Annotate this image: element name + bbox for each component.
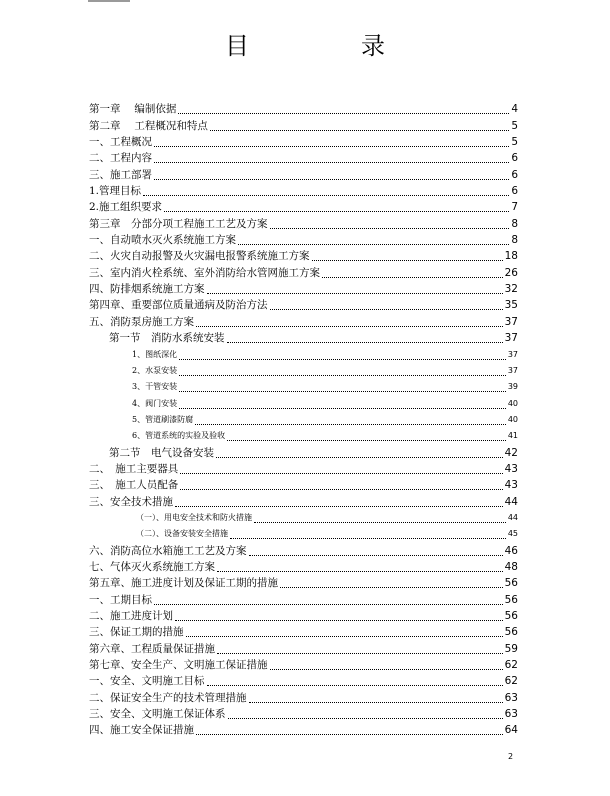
toc-entry-page: 37 <box>504 315 518 328</box>
page-number: 2 <box>508 752 514 761</box>
toc-entry[interactable] <box>89 165 518 181</box>
toc-leader-dots <box>322 277 503 278</box>
toc-leader-dots <box>196 326 503 327</box>
toc-leader-dots <box>228 718 503 719</box>
toc-entry-label: 七、气体灭火系统施工方案 <box>89 560 215 573</box>
toc-entry[interactable] <box>89 133 518 149</box>
toc-entry-label: 三、安全技术措施 <box>89 495 173 508</box>
toc-leader-dots <box>249 555 503 556</box>
toc-entry-page: 43 <box>504 462 518 475</box>
toc-entry-page: 43 <box>504 479 518 492</box>
toc-entry[interactable] <box>89 280 518 296</box>
toc-entry-label: 2、水泵安装 <box>132 365 178 375</box>
toc-entry-label: 第一章 编制依据 <box>89 103 177 116</box>
toc-entry[interactable] <box>89 492 518 508</box>
toc-entry-page: 56 <box>504 610 518 622</box>
toc-entry[interactable] <box>89 607 518 623</box>
toc-entry-label: 第四章、重要部位质量通病及防治方法 <box>89 299 268 312</box>
toc-entry[interactable] <box>89 329 518 345</box>
page-title: 目 录 <box>225 32 429 60</box>
toc-leader-dots <box>270 309 503 310</box>
toc-entry-label: 六、消防高位水箱施工工艺及方案 <box>89 544 247 557</box>
toc-entry-page: 7 <box>511 201 518 214</box>
toc-entry-label: 第三章 分部分项工程施工工艺及方案 <box>89 217 268 230</box>
toc-entry-label: 第五章、施工进度计划及保证工期的措施 <box>89 577 278 590</box>
toc-entry-label: 第一节 消防水系统安装 <box>109 332 225 345</box>
toc-leader-dots <box>217 653 503 654</box>
toc-entry-label: 三、施工部署 <box>89 168 152 181</box>
toc-entry-page: 6 <box>511 185 518 198</box>
toc-entry-label: 一、安全、文明施工目标 <box>89 675 205 688</box>
toc-leader-dots <box>207 293 503 294</box>
toc-entry-page: 6 <box>511 168 518 181</box>
toc-entry[interactable] <box>89 116 518 132</box>
toc-entry-label: 1、图纸深化 <box>132 349 178 359</box>
toc-entry[interactable] <box>89 705 518 721</box>
toc-leader-dots <box>227 342 503 343</box>
toc-entry[interactable] <box>89 362 518 378</box>
toc-entry-label: 三、 施工人员配备 <box>89 479 179 492</box>
toc-entry[interactable] <box>89 541 518 557</box>
toc-entry[interactable] <box>89 688 518 704</box>
toc-entry-label: 一、工期目标 <box>89 593 152 606</box>
toc-entry-page: 40 <box>507 414 518 424</box>
toc-entry[interactable] <box>89 247 518 263</box>
toc-leader-dots <box>270 669 503 670</box>
toc-entry-page: 37 <box>504 332 518 345</box>
toc-leader-dots <box>154 179 509 180</box>
toc-leader-dots <box>154 604 503 605</box>
toc-entry[interactable] <box>89 100 518 116</box>
toc-entry[interactable] <box>89 378 518 394</box>
toc-entry-page: 35 <box>504 299 518 312</box>
toc-entry-label: 3、干管安装 <box>132 382 178 392</box>
toc-entry[interactable] <box>89 460 518 476</box>
toc-entry-page: 63 <box>504 708 518 721</box>
toc-entry-page: 45 <box>507 529 518 539</box>
toc-entry-label: 1.管理目标 <box>89 185 142 198</box>
toc-leader-dots <box>207 685 503 686</box>
toc-entry-label: 2.施工组织要求 <box>89 201 163 214</box>
toc-leader-dots <box>180 489 502 490</box>
toc-entry-label: 5、管道刷漆防腐 <box>132 414 194 424</box>
toc-entry-label: 6、管道系统的实验及验收 <box>132 431 226 441</box>
toc-entry-page: 42 <box>504 446 518 459</box>
toc-entry-page: 8 <box>511 217 518 230</box>
toc-entry-label: 第二章 工程概况和特点 <box>89 119 208 132</box>
toc-entry-page: 8 <box>511 234 518 247</box>
toc-entry-label: （二）、设备安装安全措施 <box>136 529 228 539</box>
toc-entry-label: 二、施工进度计划 <box>89 610 173 622</box>
toc-entry-page: 46 <box>504 544 518 557</box>
toc-leader-dots <box>216 457 503 458</box>
toc-entry[interactable] <box>89 672 518 688</box>
toc-entry-page: 44 <box>507 512 518 522</box>
toc-entry-page: 59 <box>504 642 518 655</box>
toc-entry-page: 62 <box>504 659 518 672</box>
header-rule <box>88 0 130 2</box>
toc-entry-label: 三、保证工期的措施 <box>89 626 184 639</box>
toc-entry-label: 二、 施工主要器具 <box>89 462 179 475</box>
toc-entry-label: 第六章、工程质量保证措施 <box>89 642 215 655</box>
toc-entry-page: 32 <box>504 283 518 296</box>
toc-entry-page: 5 <box>511 119 518 132</box>
toc-leader-dots <box>179 375 506 376</box>
toc-entry-label: 三、安全、文明施工保证体系 <box>89 708 226 721</box>
toc-leader-dots <box>270 228 510 229</box>
toc-entry-page: 4 <box>511 103 518 116</box>
toc-entry[interactable] <box>89 639 518 655</box>
toc-entry-page: 6 <box>511 152 518 165</box>
toc-entry[interactable] <box>89 149 518 165</box>
toc-entry-label: 第七章、安全生产、文明施工保证措施 <box>89 659 268 672</box>
toc-entry-page: 39 <box>507 382 518 392</box>
toc-leader-dots <box>210 130 509 131</box>
toc-entry[interactable] <box>89 558 518 574</box>
toc-entry-page: 41 <box>507 431 518 441</box>
toc-leader-dots <box>249 702 503 703</box>
toc-entry-label: 四、施工安全保证措施 <box>89 724 194 737</box>
toc-entry-page: 37 <box>507 349 518 359</box>
toc-entry-page: 56 <box>504 626 518 639</box>
toc-leader-dots <box>217 571 503 572</box>
toc-leader-dots <box>178 113 509 114</box>
toc-entry[interactable] <box>89 509 518 525</box>
toc-leader-dots <box>227 440 506 441</box>
toc-entry[interactable] <box>89 394 518 410</box>
toc-entry[interactable] <box>89 198 518 214</box>
toc-entry-label: （一）、用电安全技术和防火措施 <box>136 512 252 522</box>
toc-entry[interactable] <box>89 231 518 247</box>
toc-leader-dots <box>175 620 503 621</box>
toc-leader-dots <box>179 408 506 409</box>
toc-entry[interactable] <box>89 443 518 459</box>
toc-entry-page: 40 <box>507 398 518 408</box>
toc-entry[interactable] <box>89 427 518 443</box>
toc-leader-dots <box>230 538 506 539</box>
toc-entry-label: 四、防排烟系统施工方案 <box>89 283 205 296</box>
toc-leader-dots <box>238 244 509 245</box>
toc-entry-page: 64 <box>504 724 518 737</box>
toc-leader-dots <box>280 587 503 588</box>
toc-entry[interactable] <box>89 656 518 672</box>
toc-leader-dots <box>143 195 509 196</box>
toc-leader-dots <box>254 522 506 523</box>
toc-entry-page: 5 <box>511 136 518 149</box>
toc-leader-dots <box>180 473 502 474</box>
toc-entry-label: 二、工程内容 <box>89 152 152 165</box>
toc-entry[interactable] <box>89 345 518 361</box>
toc-entry[interactable] <box>89 476 518 492</box>
toc-entry-page: 62 <box>504 675 518 688</box>
toc-leader-dots <box>196 734 503 735</box>
toc-entry-label: 一、自动喷水灭火系统施工方案 <box>89 234 236 247</box>
toc-entry-page: 56 <box>504 593 518 606</box>
toc-entry[interactable] <box>89 296 518 312</box>
toc-entry[interactable] <box>89 263 518 279</box>
toc-leader-dots <box>175 506 503 507</box>
toc-entry-label: 二、火灾自动报警及火灾漏电报警系统施工方案 <box>89 250 310 263</box>
toc-entry[interactable] <box>89 214 518 230</box>
toc-entry-page: 37 <box>507 365 518 375</box>
table-of-contents <box>89 100 518 737</box>
toc-entry-label: 三、室内消火栓系统、室外消防给水管网施工方案 <box>89 266 320 279</box>
toc-entry[interactable] <box>89 312 518 328</box>
toc-leader-dots <box>154 146 509 147</box>
toc-entry-page: 18 <box>504 250 518 263</box>
toc-leader-dots <box>186 636 503 637</box>
toc-entry-page: 63 <box>504 691 518 704</box>
toc-entry-page: 26 <box>504 266 518 279</box>
toc-leader-dots <box>179 391 506 392</box>
toc-entry[interactable] <box>89 411 518 427</box>
toc-entry-page: 44 <box>504 495 518 508</box>
toc-entry[interactable] <box>89 590 518 606</box>
toc-entry-label: 二、保证安全生产的技术管理措施 <box>89 691 247 704</box>
toc-entry-label: 第二节 电气设备安装 <box>109 446 214 459</box>
toc-entry-label: 一、工程概况 <box>89 136 152 149</box>
toc-entry-label: 五、消防泵房施工方案 <box>89 315 194 328</box>
toc-entry-page: 56 <box>504 577 518 590</box>
toc-entry-label: 4、阀门安装 <box>132 398 178 408</box>
toc-leader-dots <box>312 260 503 261</box>
toc-entry[interactable] <box>89 623 518 639</box>
toc-leader-dots <box>154 162 509 163</box>
toc-entry[interactable] <box>89 525 518 541</box>
toc-entry[interactable] <box>89 574 518 590</box>
toc-entry[interactable] <box>89 721 518 737</box>
toc-entry-page: 48 <box>504 560 518 573</box>
toc-leader-dots <box>179 359 506 360</box>
toc-leader-dots <box>195 424 506 425</box>
toc-entry[interactable] <box>89 182 518 198</box>
toc-leader-dots <box>164 211 509 212</box>
